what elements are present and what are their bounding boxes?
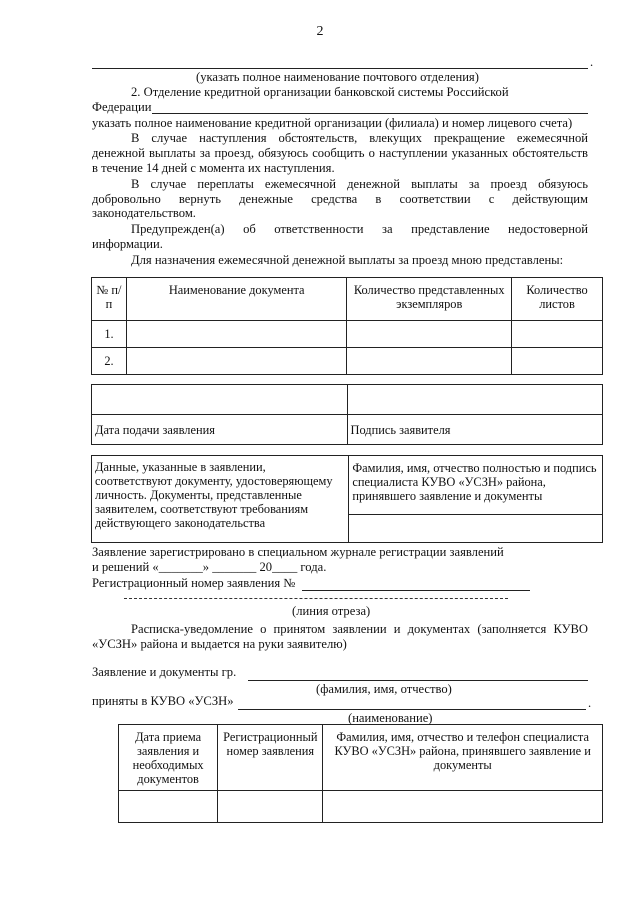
documents-intro: Для назначения ежемесячной денежной выплаты за проезд мною представлены:: [131, 253, 564, 267]
receipt-period: .: [588, 696, 592, 710]
paragraph-3-line1: Предупрежден(а) об ответственности за представление недостоверной: [131, 222, 588, 236]
receipt-title-line2: «УСЗН» района и выдается на руки заявителю): [92, 637, 347, 651]
sheets-cell[interactable]: [512, 348, 603, 375]
col-number-header: № п/п: [92, 278, 127, 321]
date-field[interactable]: [92, 385, 348, 415]
receipt-date-cell[interactable]: [119, 791, 218, 823]
receipt-applicant-label: Заявление и документы гр.: [92, 665, 237, 679]
bank-name-line: [152, 113, 588, 114]
paragraph-1-line1: В случае наступления обстоятельств, влекущих прекращение ежемесячной: [131, 131, 588, 145]
specialist-signature-field[interactable]: [349, 515, 603, 543]
verification-text: Данные, указанные в заявлении, соответствуют документу, удостоверяющему личность. Документы, представленные заявителем, соответствуют требованиям действующего законодательства: [92, 456, 349, 543]
paragraph-3-line2: информации.: [92, 237, 163, 251]
paragraph-2-line2: добровольно вернуть денежные средства в соответствии с действующим: [92, 192, 588, 206]
signature-field[interactable]: [347, 385, 603, 415]
receipt-regnum-cell[interactable]: [218, 791, 323, 823]
receipt-specialist-cell[interactable]: [323, 791, 603, 823]
col-copies-header: Количество представленных экземпляров: [347, 278, 512, 321]
paragraph-2-line3: законодательством.: [92, 206, 196, 220]
bank-section-line1: 2. Отделение кредитной организации банковской системы Российской: [131, 85, 509, 99]
receipt-department-line: [238, 709, 586, 710]
registration-date-line: и решений «_______» _______ 20____ года.: [92, 560, 327, 574]
row-number: 1.: [92, 321, 127, 348]
row-number: 2.: [92, 348, 127, 375]
table-row: [119, 791, 603, 823]
copies-cell[interactable]: [347, 321, 512, 348]
paragraph-2-line1: В случае переплаты ежемесячной денежной выплаты за проезд обязуюсь: [131, 177, 588, 191]
specialist-text: Фамилия, имя, отчество полностью и подпись специалиста КУВО «УСЗН» района, принявшего заявление и документы: [349, 456, 603, 515]
col-sheets-header: Количество листов: [512, 278, 603, 321]
bank-name-hint: указать полное наименование кредитной организации (филиала) и номер лицевого счета): [92, 116, 573, 130]
submission-table: [91, 384, 603, 445]
receipt-applicant-line: [248, 680, 588, 681]
receipt-fio-hint: (фамилия, имя, отчество): [316, 682, 452, 696]
cut-line-label: (линия отреза): [292, 604, 371, 618]
postal-period: .: [590, 55, 594, 69]
date-label: Дата подачи заявления: [92, 415, 348, 445]
verification-table: [91, 455, 603, 543]
receipt-table: [118, 724, 603, 823]
bank-section-line2: Федерации: [92, 100, 152, 114]
registration-number-line: [302, 590, 530, 591]
receipt-col-specialist-header: Фамилия, имя, отчество и телефон специалиста КУВО «УСЗН» района, принявшего заявление и документы: [323, 725, 603, 791]
receipt-col-regnum-header: Регистрационный номер заявления: [218, 725, 323, 791]
registration-line1: Заявление зарегистрировано в специальном журнале регистрации заявлений: [92, 545, 504, 559]
paragraph-1-line2: денежной выплаты за проезд, обязуюсь сообщить о наступлении указанных обстоятельств: [92, 146, 588, 160]
receipt-title-line1: Расписка-уведомление о принятом заявлении и документах (заполняется КУВО: [131, 622, 588, 636]
receipt-name-hint: (наименование): [348, 711, 433, 725]
registration-number-label: Регистрационный номер заявления №: [92, 576, 296, 590]
page-number: 2: [316, 24, 324, 39]
paragraph-1-line3: в течение 14 дней с момента их наступления.: [92, 161, 335, 175]
document-name-cell[interactable]: [126, 348, 346, 375]
sheets-cell[interactable]: [512, 321, 603, 348]
receipt-accepted-label: приняты в КУВО «УСЗН»: [92, 694, 234, 708]
documents-table: [91, 277, 603, 375]
col-document-name-header: Наименование документа: [126, 278, 346, 321]
table-row: [92, 348, 603, 375]
document-name-cell[interactable]: [126, 321, 346, 348]
postal-office-line: [92, 68, 588, 69]
copies-cell[interactable]: [347, 348, 512, 375]
table-row: [92, 321, 603, 348]
signature-label: Подпись заявителя: [347, 415, 603, 445]
cut-dashed-line: [124, 598, 508, 599]
receipt-col-date-header: Дата приема заявления и необходимых документов: [119, 725, 218, 791]
postal-office-hint: (указать полное наименование почтового отделения): [196, 70, 479, 84]
